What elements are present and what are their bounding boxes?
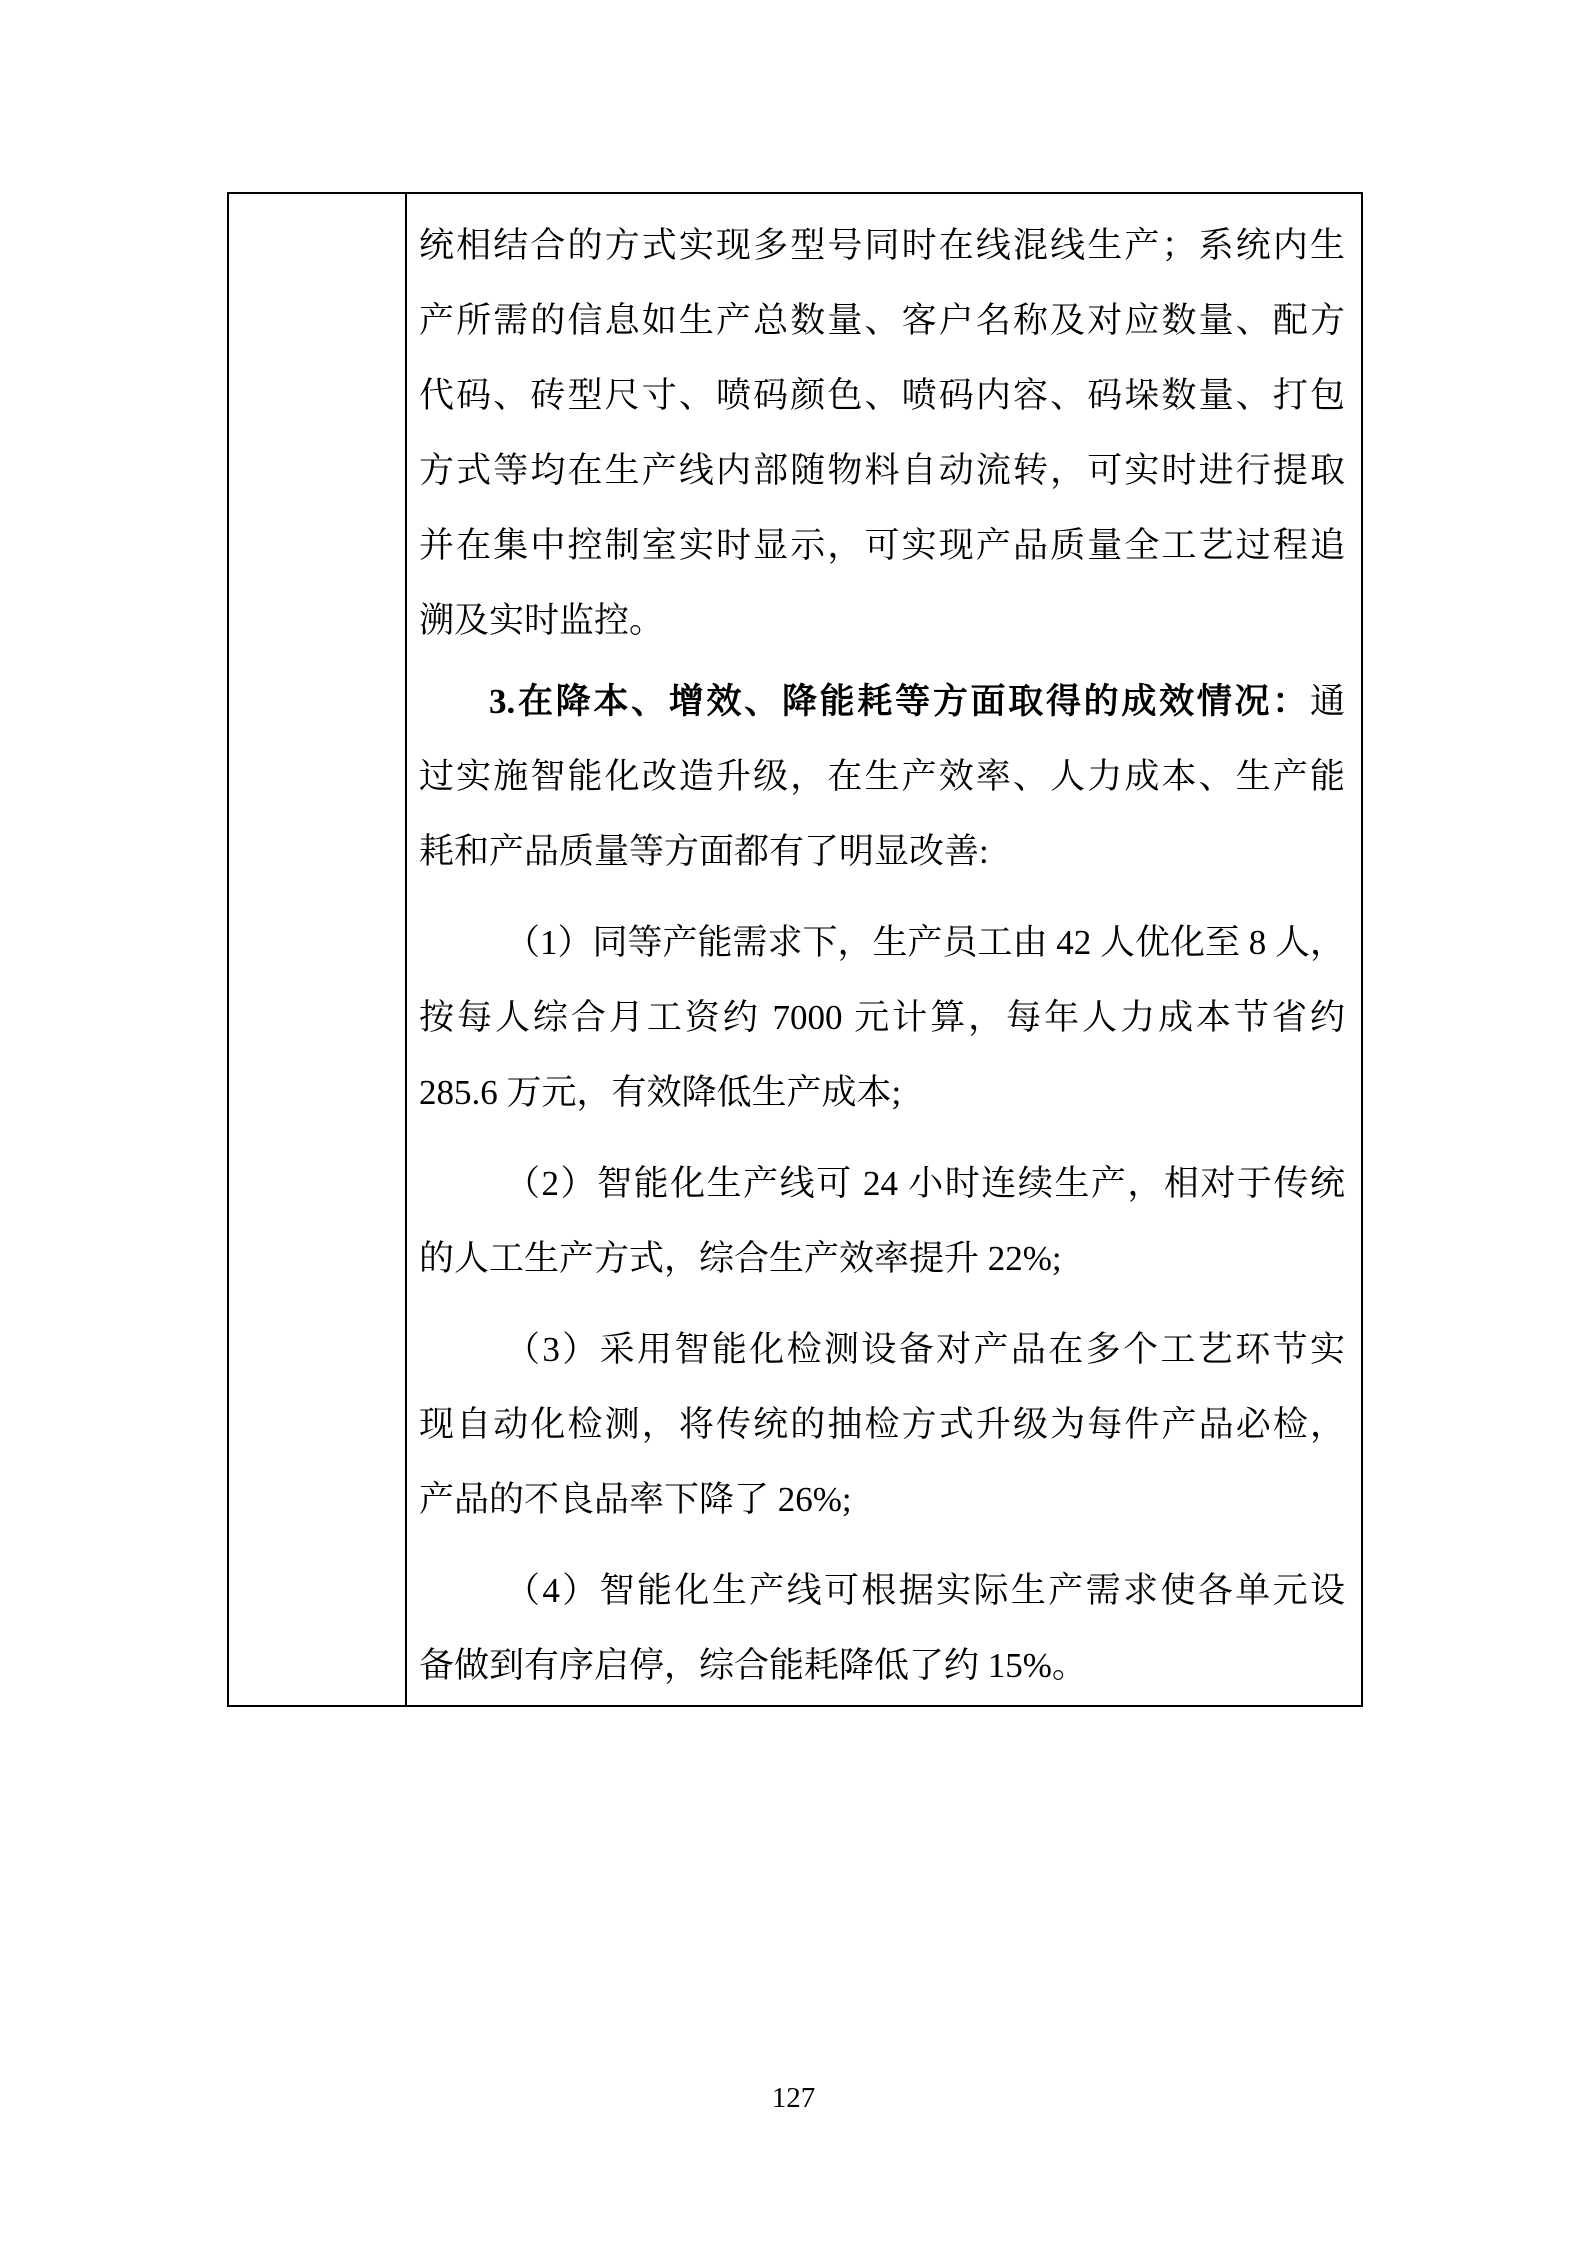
heading-line (419, 664, 1345, 739)
text-line: （1）同等产能需求下，生产员工由 42 人优化至 8 人， (505, 923, 1346, 962)
document-table (227, 192, 1363, 1707)
text-line: 代码、砖型尺寸、喷码颜色、喷码内容、码垛数量、打包 (419, 376, 1345, 415)
text-line: 285.6 万元，有效降低生产成本; (419, 1073, 902, 1112)
paragraph-item-3 (419, 1312, 1345, 1537)
text-line: 现自动化检测，将传统的抽检方式升级为每件产品必检， (419, 1405, 1345, 1444)
text-line: 产品的不良品率下降了 26%; (419, 1480, 852, 1519)
heading-bold-text: 3.在降本、增效、降能耗等方面取得的成效情况： (489, 682, 1310, 721)
paragraph-item-4 (419, 1553, 1345, 1703)
paragraph-item-1 (419, 905, 1345, 1130)
text-line: （2）智能化生产线可 24 小时连续生产，相对于传统 (505, 1164, 1345, 1203)
text-line: （3）采用智能化检测设备对产品在多个工艺环节实 (505, 1330, 1345, 1369)
text-line: 溯及实时监控。 (419, 601, 665, 640)
paragraph-continuation (419, 208, 1345, 658)
text-line: 统相结合的方式实现多型号同时在线混线生产；系统内生 (419, 226, 1345, 265)
text-line: 产所需的信息如生产总数量、客户名称及对应数量、配方 (419, 301, 1345, 340)
heading-tail-text: 通 (1309, 682, 1345, 721)
text-line: 过实施智能化改造升级，在生产效率、人力成本、生产能 (419, 757, 1345, 796)
text-line: （4）智能化生产线可根据实际生产需求使各单元设 (505, 1571, 1345, 1610)
text-line: 的人工生产方式，综合生产效率提升 22%; (419, 1239, 1062, 1278)
table-cell-left-empty (229, 194, 407, 1705)
text-line: 备做到有序启停，综合能耗降低了约 15%。 (419, 1646, 1087, 1685)
table-cell-content (407, 194, 1361, 1705)
page-number: 127 (771, 2082, 816, 2114)
paragraph-heading-3 (419, 664, 1345, 889)
text-line: 按每人综合月工资约 7000 元计算，每年人力成本节省约 (419, 998, 1345, 1037)
text-line: 方式等均在生产线内部随物料自动流转，可实时进行提取 (419, 451, 1345, 490)
paragraph-item-2 (419, 1146, 1345, 1296)
text-line: 耗和产品质量等方面都有了明显改善: (419, 832, 989, 871)
text-line: 并在集中控制室实时显示，可实现产品质量全工艺过程追 (419, 526, 1345, 565)
